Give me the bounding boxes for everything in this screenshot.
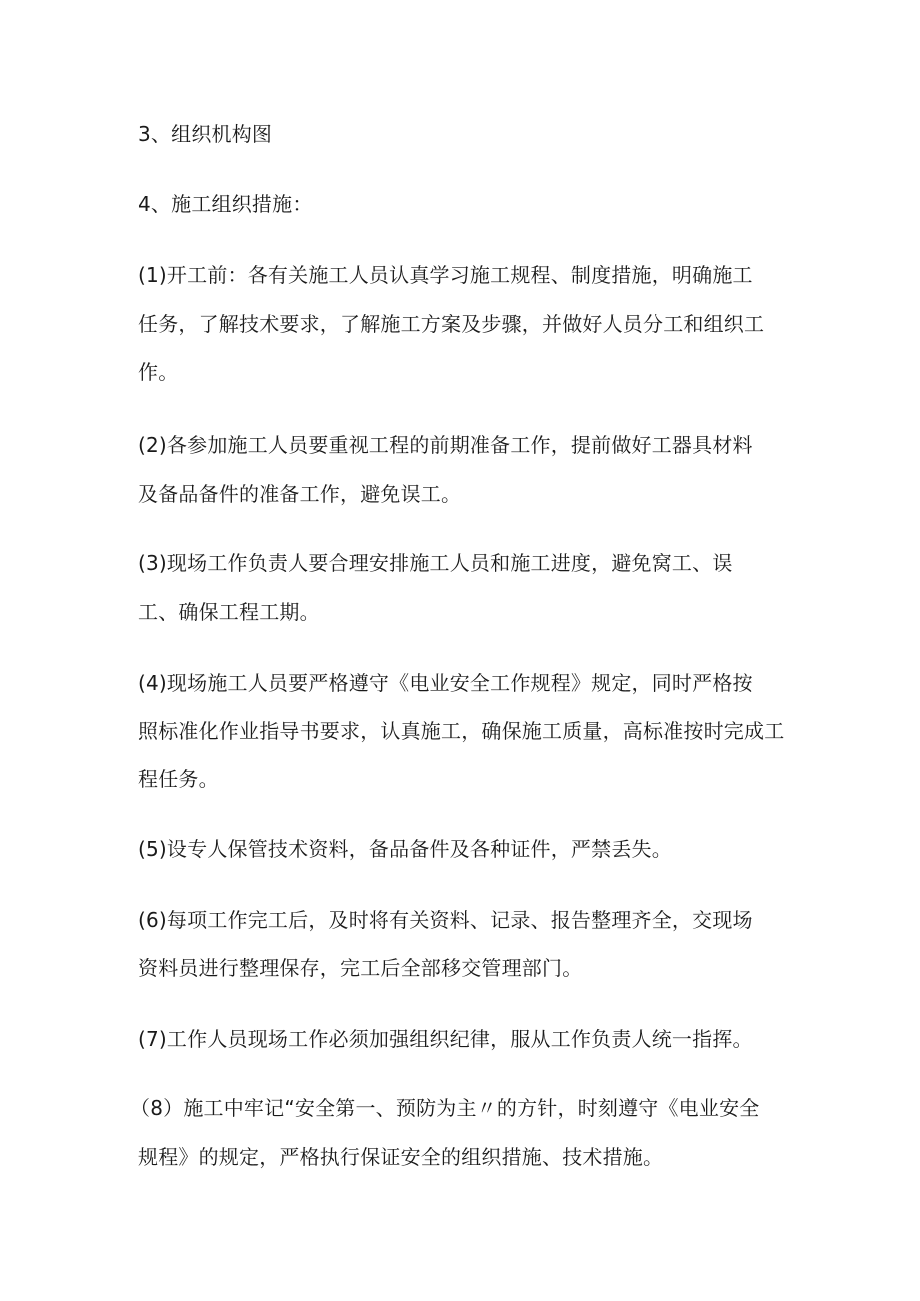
item-2-line-1: (2)各参加施工人员要重视工程的前期准备工作，提前做好工器具材料 (138, 433, 753, 457)
item-8-line-2: 规程》的规定，严格执行保证安全的组织措施、技术措施。 (138, 1145, 664, 1169)
item-3-line-2: 工、确保工程工期。 (138, 600, 320, 624)
item-7-line-1: (7)工作人员现场工作必须加强组织纪律，服从工作负责人统一指挥。 (138, 1027, 753, 1051)
item-4-line-3: 程任务。 (138, 767, 219, 791)
item-1-line-3: 作。 (138, 360, 179, 384)
item-2-line-2: 及备品备件的准备工作，避免误工。 (138, 482, 462, 506)
item-8-line-1: （8）施工中牢记“安全第一、预防为主〃的方针，时刻遵守《电业安全 (130, 1096, 760, 1120)
item-4-line-2: 照标准化作业指导书要求，认真施工，确保施工质量，高标准按时完成工 (138, 719, 785, 743)
item-3-line-1: (3)现场工作负责人要合理安排施工人员和施工进度，避免窝工、误 (138, 551, 733, 575)
item-6-line-1: (6)每项工作完工后，及时将有关资料、记录、报告整理齐全，交现场 (138, 908, 753, 932)
item-5-line-1: (5)设专人保管技术资料，备品备件及各种证件，严禁丢失。 (138, 837, 672, 861)
item-1-line-2: 任务，了解技术要求，了解施工方案及步骤，并做好人员分工和组织工 (138, 312, 765, 336)
section-heading-3: 3、组织机构图 (138, 122, 273, 146)
item-6-line-2: 资料员进行整理保存，完工后全部移交管理部门。 (138, 956, 583, 980)
section-heading-4: 4、施工组织措施： (138, 192, 313, 216)
item-4-line-1: (4)现场施工人员要严格遵守《电业安全工作规程》规定，同时严格按 (138, 671, 753, 695)
item-1-line-1: (1)开工前：各有关施工人员认真学习施工规程、制度措施，明确施工 (138, 263, 753, 287)
